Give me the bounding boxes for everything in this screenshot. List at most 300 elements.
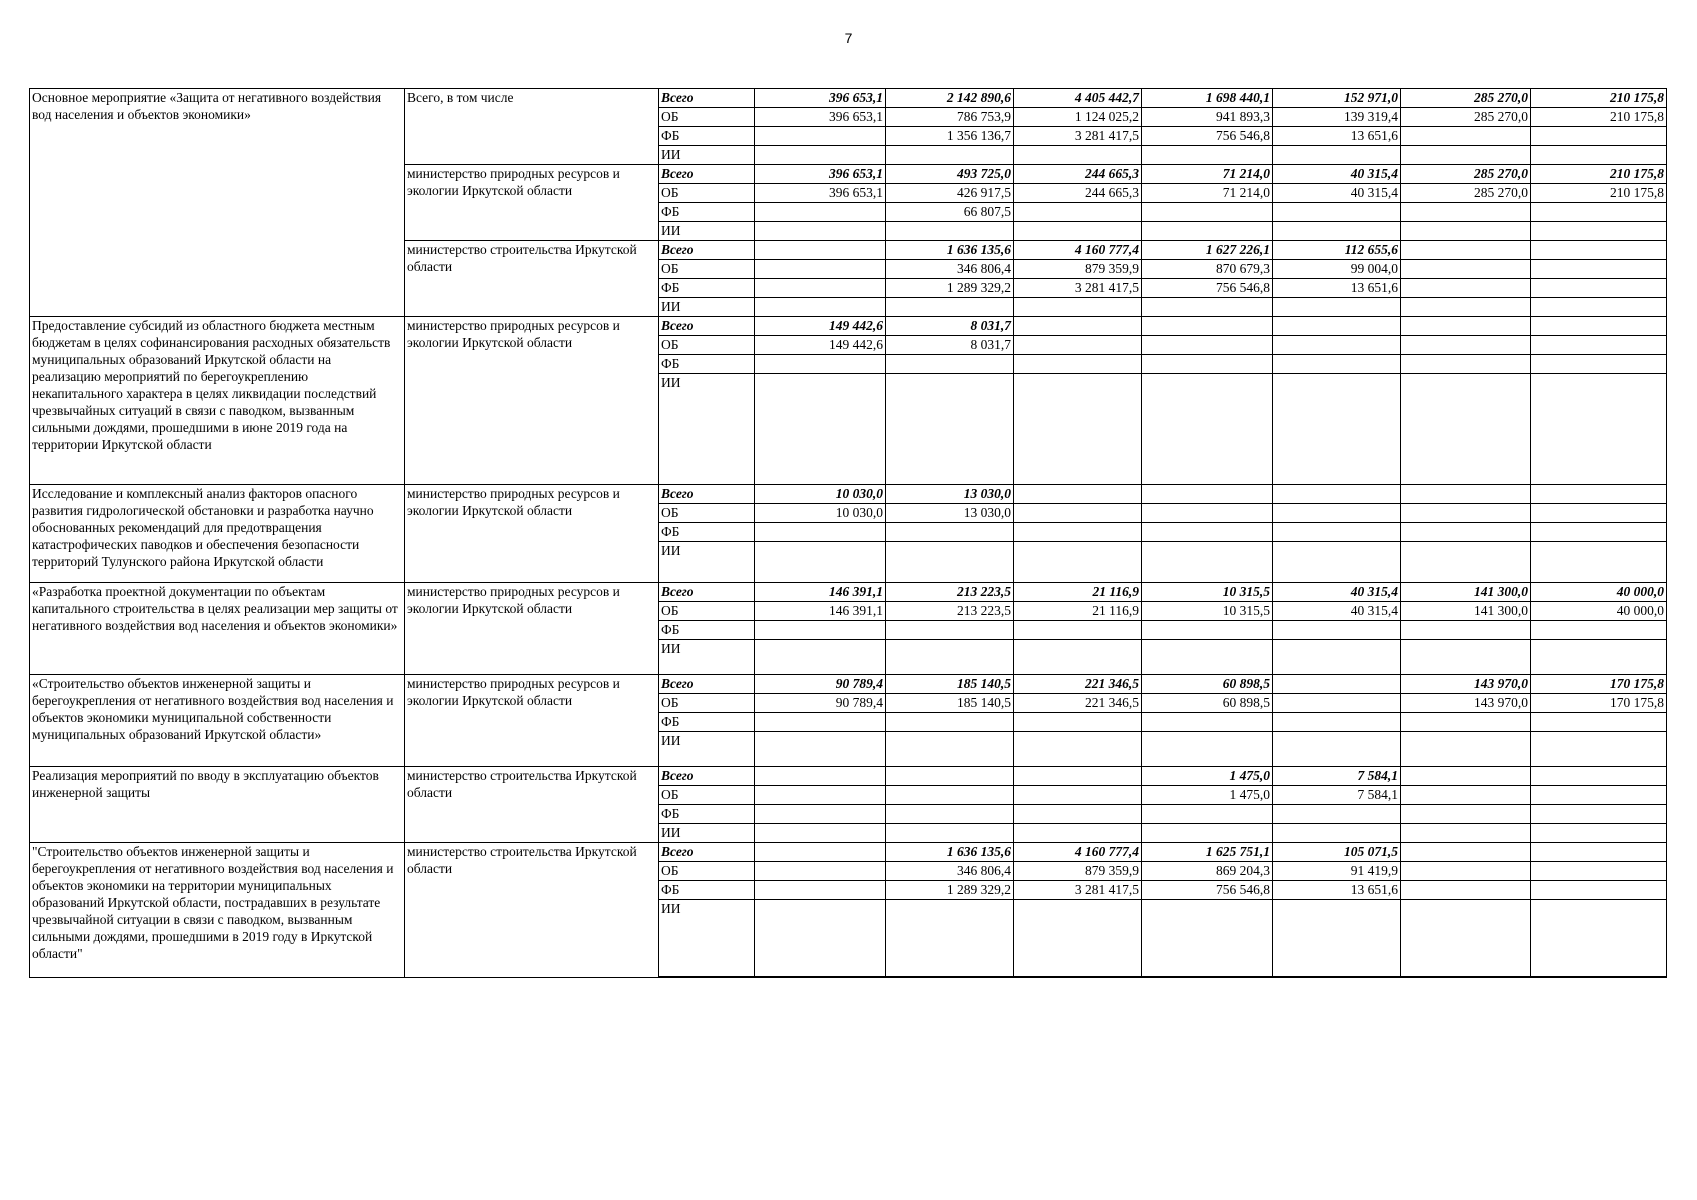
amount-cell xyxy=(1014,732,1142,767)
amount-cell xyxy=(1142,542,1273,583)
amount-cell xyxy=(1273,336,1401,355)
amount-cell xyxy=(1273,732,1401,767)
funding-source: ИИ xyxy=(659,298,755,317)
amount-cell xyxy=(1273,374,1401,485)
amount-cell xyxy=(1142,336,1273,355)
amount-cell xyxy=(755,786,886,805)
amount-cell: 210 175,8 xyxy=(1531,89,1667,108)
amount-cell xyxy=(1531,713,1667,732)
amount-cell: 141 300,0 xyxy=(1401,602,1531,621)
amount-cell: 91 419,9 xyxy=(1273,862,1401,881)
funding-source: ФБ xyxy=(659,355,755,374)
amount-cell: 149 442,6 xyxy=(755,317,886,336)
activity-name: Предоставление субсидий из областного бюджета местным бюджетам в целях софинансирования расходных обязательств муниципальных образований Иркутской области на реализацию мероприятий по берегоукреплению некапитального характера в целях ликвидации последствий чрезвычайных ситуаций в связи с паводком, вызванным сильными дождями, прошедшими в июне 2019 года на территории Иркутской области xyxy=(30,317,405,485)
amount-cell xyxy=(1142,317,1273,336)
funding-source: ФБ xyxy=(659,621,755,640)
amount-cell xyxy=(1531,317,1667,336)
amount-cell xyxy=(1401,862,1531,881)
amount-cell: 40 315,4 xyxy=(1273,165,1401,184)
amount-cell xyxy=(1142,146,1273,165)
amount-cell: 13 030,0 xyxy=(886,485,1014,504)
activity-name: Реализация мероприятий по вводу в эксплуатацию объектов инженерной защиты xyxy=(30,767,405,843)
funding-source: ОБ xyxy=(659,694,755,713)
amount-cell xyxy=(1531,298,1667,317)
amount-cell xyxy=(755,298,886,317)
funding-source: ИИ xyxy=(659,222,755,241)
amount-cell xyxy=(1401,355,1531,374)
amount-cell xyxy=(1142,355,1273,374)
amount-cell xyxy=(1531,485,1667,504)
funding-source: Всего xyxy=(659,89,755,108)
amount-cell: 941 893,3 xyxy=(1142,108,1273,127)
amount-cell xyxy=(1273,542,1401,583)
amount-cell xyxy=(1014,374,1142,485)
amount-cell xyxy=(1531,523,1667,542)
amount-cell xyxy=(1531,767,1667,786)
executor-name: министерство природных ресурсов и экологии Иркутской области xyxy=(405,583,659,675)
amount-cell xyxy=(1401,640,1531,675)
amount-cell: 285 270,0 xyxy=(1401,89,1531,108)
executor-name: министерство строительства Иркутской области xyxy=(405,241,659,317)
table-row xyxy=(30,675,1667,694)
funding-source: Всего xyxy=(659,583,755,602)
funding-source: ИИ xyxy=(659,900,755,978)
amount-cell: 346 806,4 xyxy=(886,862,1014,881)
amount-cell xyxy=(886,621,1014,640)
funding-source: ОБ xyxy=(659,862,755,881)
amount-cell xyxy=(1142,824,1273,843)
amount-cell xyxy=(1014,786,1142,805)
amount-cell xyxy=(1014,805,1142,824)
amount-cell xyxy=(1273,485,1401,504)
amount-cell: 185 140,5 xyxy=(886,675,1014,694)
amount-cell xyxy=(1401,621,1531,640)
amount-cell xyxy=(1142,504,1273,523)
amount-cell: 60 898,5 xyxy=(1142,675,1273,694)
amount-cell xyxy=(1531,203,1667,222)
amount-cell xyxy=(1273,621,1401,640)
amount-cell: 3 281 417,5 xyxy=(1014,881,1142,900)
amount-cell xyxy=(886,732,1014,767)
amount-cell xyxy=(1142,485,1273,504)
amount-cell xyxy=(1401,805,1531,824)
amount-cell: 7 584,1 xyxy=(1273,767,1401,786)
amount-cell xyxy=(1401,881,1531,900)
amount-cell xyxy=(886,542,1014,583)
amount-cell xyxy=(1401,336,1531,355)
amount-cell xyxy=(755,713,886,732)
amount-cell xyxy=(755,260,886,279)
amount-cell xyxy=(1273,203,1401,222)
amount-cell: 285 270,0 xyxy=(1401,165,1531,184)
amount-cell xyxy=(1531,881,1667,900)
amount-cell xyxy=(1273,355,1401,374)
amount-cell xyxy=(1401,279,1531,298)
budget-table xyxy=(29,88,1667,978)
amount-cell: 1 625 751,1 xyxy=(1142,843,1273,862)
amount-cell xyxy=(1531,786,1667,805)
amount-cell xyxy=(1531,127,1667,146)
funding-source: ИИ xyxy=(659,732,755,767)
amount-cell: 185 140,5 xyxy=(886,694,1014,713)
amount-cell: 210 175,8 xyxy=(1531,108,1667,127)
amount-cell: 10 315,5 xyxy=(1142,602,1273,621)
amount-cell xyxy=(1142,523,1273,542)
funding-source: ОБ xyxy=(659,184,755,203)
amount-cell: 396 653,1 xyxy=(755,89,886,108)
amount-cell xyxy=(755,127,886,146)
amount-cell: 221 346,5 xyxy=(1014,675,1142,694)
amount-cell: 146 391,1 xyxy=(755,583,886,602)
amount-cell: 1 698 440,1 xyxy=(1142,89,1273,108)
amount-cell xyxy=(1531,222,1667,241)
amount-cell xyxy=(755,824,886,843)
amount-cell: 396 653,1 xyxy=(755,184,886,203)
amount-cell: 112 655,6 xyxy=(1273,241,1401,260)
amount-cell xyxy=(886,824,1014,843)
amount-cell xyxy=(755,862,886,881)
amount-cell xyxy=(1401,241,1531,260)
amount-cell xyxy=(1401,298,1531,317)
amount-cell: 21 116,9 xyxy=(1014,602,1142,621)
amount-cell xyxy=(1014,640,1142,675)
amount-cell xyxy=(755,279,886,298)
amount-cell: 4 160 777,4 xyxy=(1014,843,1142,862)
amount-cell xyxy=(1273,675,1401,694)
funding-source: ОБ xyxy=(659,602,755,621)
amount-cell xyxy=(1531,900,1667,978)
activity-name: «Разработка проектной документации по объектам капитального строительства в целях реализации мер защиты от негативного воздействия вод населения и объектов экономики» xyxy=(30,583,405,675)
amount-cell: 396 653,1 xyxy=(755,108,886,127)
amount-cell: 879 359,9 xyxy=(1014,260,1142,279)
amount-cell: 210 175,8 xyxy=(1531,165,1667,184)
table-row xyxy=(30,89,1667,108)
amount-cell xyxy=(1014,298,1142,317)
table-row xyxy=(30,317,1667,336)
amount-cell xyxy=(755,900,886,978)
amount-cell: 139 319,4 xyxy=(1273,108,1401,127)
amount-cell xyxy=(1014,824,1142,843)
amount-cell xyxy=(1531,504,1667,523)
amount-cell xyxy=(1142,298,1273,317)
amount-cell: 1 627 226,1 xyxy=(1142,241,1273,260)
amount-cell: 1 356 136,7 xyxy=(886,127,1014,146)
amount-cell xyxy=(1401,523,1531,542)
funding-source: ИИ xyxy=(659,640,755,675)
amount-cell: 60 898,5 xyxy=(1142,694,1273,713)
amount-cell: 71 214,0 xyxy=(1142,165,1273,184)
amount-cell xyxy=(1531,843,1667,862)
amount-cell xyxy=(1273,805,1401,824)
amount-cell: 10 030,0 xyxy=(755,485,886,504)
amount-cell: 40 315,4 xyxy=(1273,602,1401,621)
amount-cell xyxy=(1014,203,1142,222)
amount-cell: 149 442,6 xyxy=(755,336,886,355)
amount-cell xyxy=(1273,694,1401,713)
amount-cell: 869 204,3 xyxy=(1142,862,1273,881)
funding-source: ФБ xyxy=(659,127,755,146)
amount-cell xyxy=(1401,843,1531,862)
amount-cell xyxy=(1014,222,1142,241)
amount-cell xyxy=(1014,355,1142,374)
amount-cell xyxy=(755,732,886,767)
page-number: 7 xyxy=(844,30,853,46)
budget-table-body xyxy=(30,89,1667,978)
funding-source: ФБ xyxy=(659,713,755,732)
amount-cell xyxy=(1014,767,1142,786)
amount-cell xyxy=(1401,504,1531,523)
amount-cell: 40 315,4 xyxy=(1273,583,1401,602)
amount-cell xyxy=(755,881,886,900)
amount-cell xyxy=(1401,374,1531,485)
amount-cell: 141 300,0 xyxy=(1401,583,1531,602)
amount-cell xyxy=(886,786,1014,805)
amount-cell xyxy=(1142,805,1273,824)
executor-name: министерство природных ресурсов и экологии Иркутской области xyxy=(405,675,659,767)
funding-source: ФБ xyxy=(659,203,755,222)
activity-name: Основное мероприятие «Защита от негативного воздействия вод населения и объектов экономики» xyxy=(30,89,405,317)
amount-cell xyxy=(1142,732,1273,767)
amount-cell xyxy=(886,805,1014,824)
funding-source: ОБ xyxy=(659,504,755,523)
table-row xyxy=(30,767,1667,786)
amount-cell xyxy=(1531,279,1667,298)
executor-name: Всего, в том числе xyxy=(405,89,659,165)
amount-cell xyxy=(1531,824,1667,843)
amount-cell: 285 270,0 xyxy=(1401,108,1531,127)
funding-source: Всего xyxy=(659,675,755,694)
executor-name: министерство строительства Иркутской области xyxy=(405,767,659,843)
amount-cell xyxy=(1401,824,1531,843)
funding-source: ОБ xyxy=(659,336,755,355)
amount-cell xyxy=(1401,485,1531,504)
executor-name: министерство природных ресурсов и экологии Иркутской области xyxy=(405,165,659,241)
amount-cell xyxy=(755,805,886,824)
amount-cell xyxy=(755,542,886,583)
amount-cell xyxy=(1142,374,1273,485)
amount-cell xyxy=(1142,621,1273,640)
amount-cell xyxy=(886,374,1014,485)
amount-cell xyxy=(1401,786,1531,805)
amount-cell xyxy=(886,355,1014,374)
amount-cell: 40 000,0 xyxy=(1531,583,1667,602)
amount-cell xyxy=(886,713,1014,732)
amount-cell xyxy=(1142,713,1273,732)
funding-source: ИИ xyxy=(659,374,755,485)
amount-cell: 1 124 025,2 xyxy=(1014,108,1142,127)
amount-cell: 40 000,0 xyxy=(1531,602,1667,621)
amount-cell: 8 031,7 xyxy=(886,317,1014,336)
amount-cell xyxy=(1531,241,1667,260)
funding-source: Всего xyxy=(659,165,755,184)
table-row xyxy=(30,583,1667,602)
amount-cell: 8 031,7 xyxy=(886,336,1014,355)
amount-cell: 13 651,6 xyxy=(1273,279,1401,298)
amount-cell xyxy=(755,222,886,241)
amount-cell: 10 030,0 xyxy=(755,504,886,523)
funding-source: Всего xyxy=(659,767,755,786)
funding-source: ФБ xyxy=(659,279,755,298)
amount-cell xyxy=(755,843,886,862)
amount-cell xyxy=(1142,203,1273,222)
amount-cell xyxy=(1273,222,1401,241)
amount-cell: 1 636 135,6 xyxy=(886,843,1014,862)
amount-cell xyxy=(755,355,886,374)
amount-cell xyxy=(1531,732,1667,767)
funding-source: ОБ xyxy=(659,108,755,127)
amount-cell xyxy=(1014,900,1142,978)
amount-cell xyxy=(1273,298,1401,317)
amount-cell xyxy=(886,298,1014,317)
amount-cell: 90 789,4 xyxy=(755,694,886,713)
amount-cell: 1 475,0 xyxy=(1142,786,1273,805)
amount-cell xyxy=(886,523,1014,542)
amount-cell: 756 546,8 xyxy=(1142,127,1273,146)
amount-cell xyxy=(1014,485,1142,504)
funding-source: ФБ xyxy=(659,805,755,824)
amount-cell xyxy=(1401,542,1531,583)
amount-cell xyxy=(1142,222,1273,241)
amount-cell xyxy=(1531,336,1667,355)
activity-name: "Строительство объектов инженерной защиты и берегоукрепления от негативного воздействия вод населения и объектов экономики на территории муниципальных образований Иркутской области, пострадавших в результате чрезвычайной ситуации в связи с паводком, вызванным сильными дождями, прошедшими в 2019 году в Иркутской области" xyxy=(30,843,405,978)
amount-cell: 756 546,8 xyxy=(1142,279,1273,298)
amount-cell xyxy=(755,146,886,165)
amount-cell xyxy=(1273,640,1401,675)
amount-cell: 493 725,0 xyxy=(886,165,1014,184)
funding-source: Всего xyxy=(659,485,755,504)
amount-cell xyxy=(755,640,886,675)
amount-cell xyxy=(1531,542,1667,583)
amount-cell: 4 405 442,7 xyxy=(1014,89,1142,108)
amount-cell xyxy=(1273,504,1401,523)
amount-cell xyxy=(1142,900,1273,978)
amount-cell xyxy=(1401,260,1531,279)
amount-cell: 13 651,6 xyxy=(1273,127,1401,146)
amount-cell: 244 665,3 xyxy=(1014,184,1142,203)
table-row xyxy=(30,843,1667,862)
amount-cell: 143 970,0 xyxy=(1401,694,1531,713)
executor-name: министерство природных ресурсов и экологии Иркутской области xyxy=(405,485,659,583)
amount-cell: 221 346,5 xyxy=(1014,694,1142,713)
amount-cell: 870 679,3 xyxy=(1142,260,1273,279)
amount-cell: 13 651,6 xyxy=(1273,881,1401,900)
amount-cell xyxy=(1014,317,1142,336)
amount-cell xyxy=(886,222,1014,241)
amount-cell: 170 175,8 xyxy=(1531,694,1667,713)
activity-name: Исследование и комплексный анализ факторов опасного развития гидрологической обстановки и разработка научно обоснованных рекомендаций для предотвращения катастрофических паводков и обеспечения безопасности территорий Тулунского района Иркутской области xyxy=(30,485,405,583)
amount-cell xyxy=(1531,146,1667,165)
amount-cell xyxy=(755,767,886,786)
amount-cell xyxy=(1142,640,1273,675)
amount-cell xyxy=(1273,824,1401,843)
amount-cell: 1 636 135,6 xyxy=(886,241,1014,260)
amount-cell: 426 917,5 xyxy=(886,184,1014,203)
amount-cell: 396 653,1 xyxy=(755,165,886,184)
amount-cell xyxy=(1273,713,1401,732)
amount-cell: 210 175,8 xyxy=(1531,184,1667,203)
activity-name: «Строительство объектов инженерной защиты и берегоукрепления от негативного воздействия вод населения и объектов экономики муниципальной собственности муниципальных образований Иркутской области» xyxy=(30,675,405,767)
amount-cell: 146 391,1 xyxy=(755,602,886,621)
amount-cell xyxy=(1531,260,1667,279)
amount-cell xyxy=(1273,900,1401,978)
amount-cell xyxy=(1401,222,1531,241)
funding-source: ФБ xyxy=(659,523,755,542)
amount-cell: 99 004,0 xyxy=(1273,260,1401,279)
amount-cell xyxy=(1401,732,1531,767)
amount-cell xyxy=(1401,713,1531,732)
executor-name: министерство природных ресурсов и экологии Иркутской области xyxy=(405,317,659,485)
amount-cell xyxy=(1531,374,1667,485)
amount-cell xyxy=(1401,767,1531,786)
amount-cell: 1 289 329,2 xyxy=(886,279,1014,298)
funding-source: ИИ xyxy=(659,146,755,165)
amount-cell: 3 281 417,5 xyxy=(1014,127,1142,146)
amount-cell: 879 359,9 xyxy=(1014,862,1142,881)
amount-cell xyxy=(1401,900,1531,978)
funding-source: ФБ xyxy=(659,881,755,900)
amount-cell xyxy=(886,900,1014,978)
amount-cell xyxy=(1014,542,1142,583)
amount-cell: 71 214,0 xyxy=(1142,184,1273,203)
funding-source: ОБ xyxy=(659,786,755,805)
amount-cell xyxy=(755,374,886,485)
amount-cell: 40 315,4 xyxy=(1273,184,1401,203)
amount-cell xyxy=(1531,621,1667,640)
amount-cell: 152 971,0 xyxy=(1273,89,1401,108)
amount-cell: 7 584,1 xyxy=(1273,786,1401,805)
amount-cell xyxy=(755,621,886,640)
amount-cell: 143 970,0 xyxy=(1401,675,1531,694)
funding-source: Всего xyxy=(659,241,755,260)
amount-cell xyxy=(1014,504,1142,523)
amount-cell xyxy=(1531,640,1667,675)
amount-cell: 1 475,0 xyxy=(1142,767,1273,786)
amount-cell xyxy=(755,203,886,222)
amount-cell: 285 270,0 xyxy=(1401,184,1531,203)
funding-source: Всего xyxy=(659,843,755,862)
amount-cell xyxy=(755,241,886,260)
amount-cell xyxy=(1401,127,1531,146)
amount-cell: 213 223,5 xyxy=(886,583,1014,602)
amount-cell: 1 289 329,2 xyxy=(886,881,1014,900)
amount-cell: 346 806,4 xyxy=(886,260,1014,279)
amount-cell: 213 223,5 xyxy=(886,602,1014,621)
amount-cell xyxy=(1014,336,1142,355)
amount-cell: 786 753,9 xyxy=(886,108,1014,127)
amount-cell: 21 116,9 xyxy=(1014,583,1142,602)
amount-cell: 2 142 890,6 xyxy=(886,89,1014,108)
amount-cell: 756 546,8 xyxy=(1142,881,1273,900)
funding-source: ИИ xyxy=(659,542,755,583)
amount-cell: 3 281 417,5 xyxy=(1014,279,1142,298)
amount-cell xyxy=(1014,523,1142,542)
amount-cell xyxy=(1531,355,1667,374)
amount-cell xyxy=(886,146,1014,165)
amount-cell: 170 175,8 xyxy=(1531,675,1667,694)
amount-cell xyxy=(1014,621,1142,640)
amount-cell xyxy=(1014,146,1142,165)
amount-cell xyxy=(1273,146,1401,165)
amount-cell xyxy=(1401,146,1531,165)
amount-cell xyxy=(1531,805,1667,824)
amount-cell: 105 071,5 xyxy=(1273,843,1401,862)
amount-cell xyxy=(1531,862,1667,881)
amount-cell xyxy=(1014,713,1142,732)
amount-cell: 4 160 777,4 xyxy=(1014,241,1142,260)
amount-cell xyxy=(1273,317,1401,336)
funding-source: ОБ xyxy=(659,260,755,279)
funding-source: ИИ xyxy=(659,824,755,843)
